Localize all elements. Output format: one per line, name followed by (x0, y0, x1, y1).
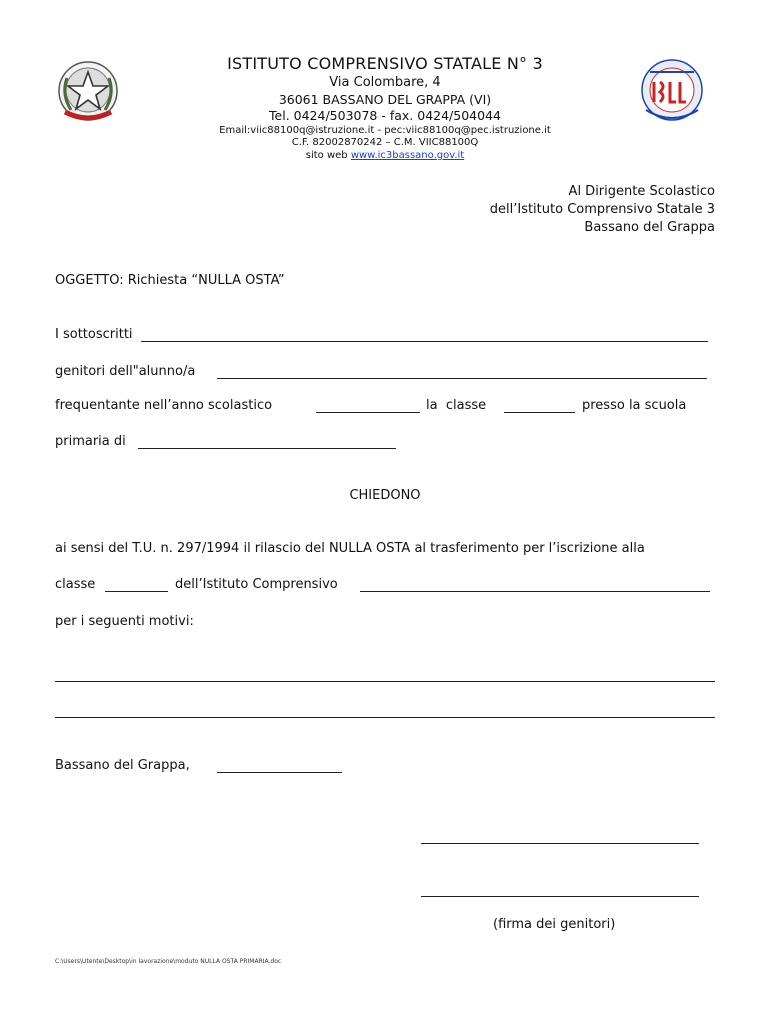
request-text: ai sensi del T.U. n. 297/1994 il rilascio del NULLA OSTA al trasferimento per l’iscrizione alla (55, 541, 645, 556)
website-prefix: sito web (305, 150, 351, 161)
signature-field-2[interactable] (421, 896, 699, 897)
request-heading: CHIEDONO (349, 488, 421, 503)
subject-line: OGGETTO: Richiesta “NULLA OSTA” (55, 273, 285, 288)
class-label: la classe (426, 398, 487, 413)
school-codes: C.F. 82002870242 – C.M. VIIC88100Q (291, 137, 479, 148)
institute-field[interactable] (360, 591, 710, 592)
reasons-label: per i seguenti motivi: (55, 614, 194, 629)
school-year-field[interactable] (316, 412, 420, 413)
document-path-footer: C:\Users\Utente\Desktop\in lavorazione\moduto NULLA OSTA PRIMARIA.doc (55, 958, 282, 965)
attending-label: frequentante nell’anno scolastico (55, 398, 273, 413)
school-street: Via Colombare, 4 (329, 75, 441, 90)
date-field[interactable] (217, 772, 342, 773)
student-name-field[interactable] (217, 378, 707, 379)
recipient-block (490, 183, 715, 237)
institute-label: dell’Istituto Comprensivo (175, 577, 338, 592)
star-emblem-icon (55, 58, 121, 126)
republic-emblem-logo (55, 58, 121, 126)
signers-label: I sottoscritti (55, 327, 133, 342)
recipient-line-2: dell’Istituto Comprensivo Statale 3 (489, 202, 715, 217)
reasons-field-1[interactable] (55, 681, 715, 682)
school-phone: Tel. 0424/503078 - fax. 0424/504044 (269, 108, 501, 123)
signature-field-1[interactable] (421, 843, 699, 844)
school-name: ISTITUTO COMPRENSIVO STATALE N° 3 (227, 54, 543, 73)
signers-field[interactable] (141, 341, 708, 342)
school-city: 36061 BASSANO DEL GRAPPA (VI) (278, 92, 492, 107)
primary-label: primaria di (55, 434, 126, 449)
class2-label: classe (55, 577, 96, 592)
recipient-line-1: Al Dirigente Scolastico (568, 184, 715, 199)
class2-field[interactable] (105, 591, 168, 592)
place-date-label: Bassano del Grappa, (55, 758, 190, 773)
primary-school-field[interactable] (138, 448, 396, 449)
website-link[interactable]: www.ic3bassano.gov.it (350, 150, 465, 161)
parents-label: genitori dell"alunno/a (55, 364, 196, 379)
signature-caption: (firma dei genitori) (493, 917, 616, 932)
school-email: Email:viic88100q@istruzione.it - pec:viic88100q@pec.istruzione.it (219, 125, 551, 136)
class-field[interactable] (504, 412, 575, 413)
recipient-line-3: Bassano del Grappa (584, 220, 715, 235)
school-website (190, 150, 580, 161)
reasons-field-2[interactable] (55, 717, 715, 718)
school-label: presso la scuola (582, 398, 687, 413)
bellavitis-school-logo (632, 52, 712, 130)
